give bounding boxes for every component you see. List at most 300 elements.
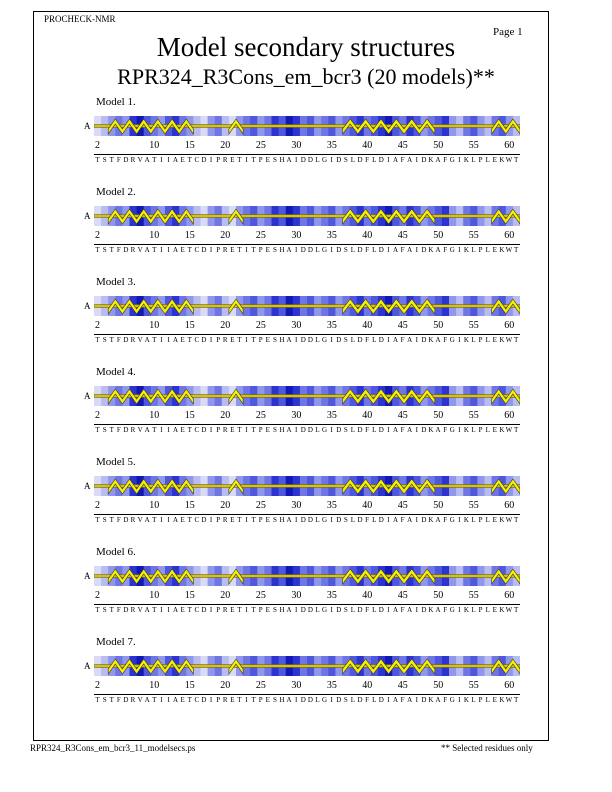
residue-letter: G	[449, 426, 455, 434]
residue-tick-label: 60	[504, 230, 515, 241]
residue-letter: V	[137, 516, 143, 524]
secondary-structure-strip	[94, 116, 520, 136]
residue-tick-label: 2	[95, 410, 100, 421]
residue-letter: T	[187, 696, 192, 704]
residue-letter: S	[272, 516, 277, 524]
residue-letter: I	[415, 156, 418, 164]
residue-letter: A	[286, 336, 292, 344]
residue-letter: I	[160, 156, 163, 164]
residue-letter: A	[286, 516, 292, 524]
secondary-structure-strip	[94, 386, 520, 406]
residue-letter: G	[322, 156, 328, 164]
residue-tick-label: 15	[184, 230, 195, 241]
residue-letter: E	[492, 156, 497, 164]
residue-letter: T	[152, 426, 157, 434]
residue-letter: T	[513, 156, 519, 164]
residue-letter: K	[499, 696, 505, 704]
residue-tick-label: 50	[433, 500, 444, 511]
residue-tick-label: 35	[326, 140, 337, 151]
residue-letter: S	[343, 246, 348, 254]
residue-letter: L	[485, 696, 490, 704]
residue-letter: F	[400, 246, 405, 254]
residue-letter: T	[237, 696, 242, 704]
residue-letter: I	[330, 426, 333, 434]
residue-letter: D	[201, 516, 207, 524]
sequence-row	[94, 246, 520, 254]
residue-letter: T	[152, 696, 157, 704]
residue-letter: K	[428, 336, 434, 344]
residue-letter: T	[95, 516, 100, 524]
residue-letter: D	[378, 246, 384, 254]
residue-letter: L	[471, 696, 476, 704]
chain-id: A	[84, 301, 91, 311]
residue-letter: S	[343, 606, 348, 614]
residue-letter: D	[357, 336, 363, 344]
residue-letter: D	[201, 246, 207, 254]
residue-letter: D	[357, 696, 363, 704]
residue-tick-label: 10	[149, 140, 160, 151]
residue-letter: I	[330, 336, 333, 344]
residue-letter: D	[357, 246, 363, 254]
residue-letter: I	[167, 336, 170, 344]
coil-line	[94, 665, 520, 668]
residue-letter: T	[513, 516, 519, 524]
residue-tick-label: 35	[326, 590, 337, 601]
sequence-row	[94, 156, 520, 164]
residue-letter: F	[365, 516, 370, 524]
residue-letter: I	[458, 606, 461, 614]
residue-tick-label: 20	[220, 590, 231, 601]
residue-letter: P	[258, 606, 263, 614]
residue-letter: T	[109, 696, 114, 704]
residue-letter: F	[400, 516, 405, 524]
residue-letter: I	[209, 516, 213, 524]
residue-letter: I	[295, 606, 298, 614]
residue-tick-label: 40	[362, 230, 373, 241]
residue-letter: V	[137, 336, 143, 344]
residue-letter: T	[251, 426, 256, 434]
residue-letter: R	[222, 516, 228, 524]
residue-tick-label: 60	[504, 320, 515, 331]
residue-letter: D	[307, 426, 313, 434]
residue-letter: V	[137, 156, 143, 164]
residue-tick-label: 25	[255, 680, 266, 691]
residue-letter: S	[272, 336, 277, 344]
residue-tick-label: 25	[255, 410, 266, 421]
residue-letter: W	[505, 516, 513, 524]
residue-letter: I	[330, 516, 333, 524]
residue-tick-label: 2	[95, 140, 100, 151]
model-block	[0, 366, 612, 456]
residue-letter: P	[258, 336, 263, 344]
residue-letter: I	[458, 516, 461, 524]
residue-letter: D	[300, 516, 306, 524]
residue-tick-label: 15	[184, 320, 195, 331]
residue-letter: L	[350, 336, 356, 344]
residue-letter: T	[513, 606, 519, 614]
residue-letter: F	[116, 246, 121, 254]
residue-letter: S	[102, 246, 107, 254]
residue-letter: K	[463, 516, 469, 524]
residue-letter: E	[180, 246, 185, 254]
residue-letter: I	[167, 516, 170, 524]
residue-letter: E	[265, 696, 270, 704]
residue-letter: L	[471, 246, 476, 254]
residue-letter: G	[322, 606, 328, 614]
residue-letter: G	[449, 606, 455, 614]
residue-letter: K	[499, 246, 505, 254]
residue-letter: A	[435, 246, 441, 254]
residue-letter: T	[109, 606, 114, 614]
residue-tick-label: 15	[184, 500, 195, 511]
residue-letter: D	[378, 336, 384, 344]
residue-letter: E	[230, 516, 235, 524]
residue-tick-label: 20	[220, 230, 231, 241]
residue-letter: I	[387, 426, 390, 434]
coil-line	[94, 125, 520, 128]
residue-letter: P	[258, 246, 263, 254]
sequence-rule	[94, 604, 520, 605]
residue-tick-label: 50	[433, 320, 444, 331]
residue-letter: A	[435, 696, 441, 704]
residue-letter: G	[322, 336, 328, 344]
residue-letter: I	[245, 516, 248, 524]
residue-tick-label: 30	[291, 680, 302, 691]
residue-letter: K	[463, 336, 469, 344]
residue-letter: L	[485, 516, 490, 524]
residue-tick-label: 55	[468, 590, 479, 601]
residue-letter: I	[209, 696, 213, 704]
residue-letter: I	[387, 696, 390, 704]
residue-tick-label: 60	[504, 140, 515, 151]
residue-letter: L	[315, 696, 320, 704]
residue-letter: I	[245, 246, 248, 254]
residue-letter: K	[463, 696, 469, 704]
residue-tick-label: 20	[220, 500, 231, 511]
residue-tick-label: 25	[255, 500, 266, 511]
residue-letter: I	[209, 426, 213, 434]
residue-tick-label: 55	[468, 500, 479, 511]
residue-letter: A	[144, 426, 150, 434]
model-label: Model 3.	[96, 276, 136, 288]
residue-letter: I	[167, 246, 170, 254]
residue-letter: E	[492, 426, 497, 434]
residue-letter: L	[471, 156, 476, 164]
residue-tick-label: 50	[433, 410, 444, 421]
residue-letter: L	[471, 336, 476, 344]
model-label: Model 5.	[96, 456, 136, 468]
residue-letter: G	[322, 426, 328, 434]
residue-tick-label: 15	[184, 140, 195, 151]
residue-tick-label: 55	[468, 230, 479, 241]
residue-letter: T	[237, 426, 242, 434]
residue-letter: G	[449, 696, 455, 704]
residue-letter: T	[187, 516, 192, 524]
residue-letter: D	[201, 606, 207, 614]
residue-letter: P	[258, 516, 263, 524]
residue-letter: I	[458, 156, 461, 164]
model-block	[0, 276, 612, 366]
residue-letter: C	[194, 336, 200, 344]
residue-letter: D	[357, 156, 363, 164]
residue-letter: A	[286, 696, 292, 704]
residue-letter: T	[237, 336, 242, 344]
residue-letter: I	[160, 696, 163, 704]
residue-letter: H	[279, 246, 285, 254]
residue-letter: L	[485, 156, 490, 164]
sequence-rule	[94, 244, 520, 245]
residue-letter: A	[392, 426, 399, 434]
residue-letter: W	[505, 696, 513, 704]
residue-letter: T	[251, 606, 256, 614]
residue-letter: S	[272, 606, 277, 614]
secondary-structure-strip	[94, 296, 520, 316]
residue-tick-label: 45	[397, 500, 408, 511]
residue-letter: D	[307, 246, 313, 254]
residue-letter: T	[95, 606, 100, 614]
residue-letter: P	[478, 336, 483, 344]
residue-letter: T	[513, 246, 519, 254]
residue-letter: F	[400, 696, 405, 704]
residue-letter: P	[216, 246, 221, 254]
residue-tick-label: 2	[95, 590, 100, 601]
residue-tick-label: 35	[326, 230, 337, 241]
residue-letter: T	[187, 246, 192, 254]
residue-letter: F	[400, 606, 405, 614]
residue-letter: P	[478, 606, 483, 614]
residue-letter: S	[272, 426, 277, 434]
residue-tick-label: 30	[291, 410, 302, 421]
coil-line	[94, 305, 520, 308]
residue-letter: L	[315, 606, 320, 614]
residue-letter: K	[463, 606, 469, 614]
residue-letter: L	[485, 336, 490, 344]
residue-letter: F	[365, 696, 370, 704]
residue-letter: S	[343, 336, 348, 344]
residue-letter: D	[300, 246, 306, 254]
residue-letter: H	[279, 426, 285, 434]
residue-letter: F	[443, 156, 448, 164]
residue-letter: S	[272, 246, 277, 254]
residue-letter: K	[463, 426, 469, 434]
residue-letter: P	[216, 516, 221, 524]
residue-letter: I	[458, 696, 461, 704]
residue-letter: A	[144, 516, 150, 524]
residue-letter: I	[245, 606, 248, 614]
residue-tick-label: 35	[326, 320, 337, 331]
residue-letter: A	[173, 156, 179, 164]
residue-letter: R	[130, 696, 136, 704]
model-label: Model 7.	[96, 636, 136, 648]
residue-letter: G	[322, 246, 328, 254]
residue-tick-label: 25	[255, 230, 266, 241]
residue-letter: E	[492, 516, 497, 524]
residue-letter: F	[116, 336, 121, 344]
residue-tick-label: 15	[184, 680, 195, 691]
residue-letter: P	[216, 606, 221, 614]
residue-tick-label: 30	[291, 320, 302, 331]
residue-letter: G	[449, 246, 455, 254]
residue-letter: F	[116, 516, 121, 524]
residue-tick-label: 60	[504, 590, 515, 601]
residue-letter: K	[499, 426, 505, 434]
residue-letter: I	[387, 516, 390, 524]
residue-letter: D	[307, 336, 313, 344]
residue-letter: F	[443, 336, 448, 344]
residue-letter: G	[322, 516, 328, 524]
residue-letter: L	[315, 516, 320, 524]
residue-letter: W	[505, 246, 513, 254]
residue-letter: L	[372, 246, 377, 254]
residue-letter: T	[95, 156, 100, 164]
residue-letter: D	[336, 516, 342, 524]
model-label: Model 2.	[96, 186, 136, 198]
residue-letter: D	[336, 246, 342, 254]
residue-letter: S	[102, 516, 107, 524]
model-block	[0, 636, 612, 726]
residue-letter: L	[350, 696, 356, 704]
residue-letter: D	[123, 696, 129, 704]
residue-letter: I	[245, 696, 248, 704]
residue-letter: T	[152, 516, 157, 524]
residue-letter: E	[265, 426, 270, 434]
residue-letter: D	[336, 606, 342, 614]
residue-letter: L	[315, 426, 320, 434]
program-name: PROCHECK-NMR	[44, 14, 116, 24]
residue-letter: I	[415, 516, 418, 524]
residue-letter: T	[237, 246, 242, 254]
residue-letter: I	[295, 696, 298, 704]
residue-letter: E	[492, 246, 497, 254]
residue-letter: D	[300, 336, 306, 344]
residue-letter: D	[123, 246, 129, 254]
residue-tick-label: 55	[468, 410, 479, 421]
residue-letter: S	[272, 696, 277, 704]
residue-letter: A	[407, 156, 413, 164]
residue-letter: K	[428, 156, 434, 164]
residue-letter: K	[428, 426, 434, 434]
residue-letter: W	[505, 426, 513, 434]
residue-letter: F	[400, 426, 405, 434]
residue-tick-label: 40	[362, 140, 373, 151]
residue-letter: D	[378, 606, 384, 614]
chain-id: A	[84, 211, 91, 221]
residue-letter: D	[201, 426, 207, 434]
residue-letter: H	[279, 516, 285, 524]
residue-letter: P	[216, 696, 221, 704]
residue-letter: G	[322, 696, 328, 704]
residue-letter: T	[251, 516, 256, 524]
residue-letter: T	[152, 156, 157, 164]
residue-letter: D	[421, 336, 427, 344]
residue-letter: K	[428, 606, 434, 614]
residue-letter: E	[230, 426, 235, 434]
residue-letter: K	[428, 246, 434, 254]
residue-letter: P	[258, 696, 263, 704]
residue-letter: C	[194, 606, 200, 614]
residue-letter: T	[95, 246, 100, 254]
residue-letter: D	[336, 426, 342, 434]
residue-letter: T	[109, 156, 114, 164]
residue-letter: I	[167, 426, 170, 434]
residue-letter: P	[478, 426, 483, 434]
residue-letter: A	[435, 516, 441, 524]
secondary-structure-strip	[94, 566, 520, 586]
residue-letter: R	[130, 516, 136, 524]
residue-letter: F	[443, 606, 448, 614]
residue-letter: R	[130, 246, 136, 254]
residue-tick-label: 2	[95, 320, 100, 331]
residue-letter: I	[415, 336, 418, 344]
residue-tick-label: 50	[433, 680, 444, 691]
residue-letter: D	[378, 516, 384, 524]
residue-letter: I	[245, 336, 248, 344]
page-number: Page 1	[493, 26, 523, 38]
residue-letter: L	[485, 426, 490, 434]
residue-letter: D	[123, 606, 129, 614]
residue-tick-label: 20	[220, 320, 231, 331]
residue-letter: L	[315, 156, 320, 164]
residue-letter: T	[251, 336, 256, 344]
residue-letter: R	[222, 426, 228, 434]
residue-letter: T	[152, 246, 157, 254]
residue-letter: I	[295, 426, 298, 434]
residue-letter: A	[144, 156, 150, 164]
residue-letter: T	[251, 156, 256, 164]
residue-tick-label: 50	[433, 230, 444, 241]
residue-letter: D	[300, 156, 306, 164]
residue-letter: R	[130, 426, 136, 434]
residue-tick-label: 10	[149, 680, 160, 691]
residue-letter: A	[392, 696, 399, 704]
residue-letter: D	[307, 696, 313, 704]
sequence-rule	[94, 514, 520, 515]
sequence-row	[94, 426, 520, 434]
residue-letter: R	[222, 246, 228, 254]
residue-tick-label: 30	[291, 500, 302, 511]
residue-letter: E	[180, 426, 185, 434]
residue-letter: I	[209, 606, 213, 614]
residue-letter: I	[415, 606, 418, 614]
residue-letter: F	[365, 246, 370, 254]
residue-tick-label: 10	[149, 320, 160, 331]
residue-letter: T	[187, 426, 192, 434]
residue-tick-label: 20	[220, 140, 231, 151]
residue-letter: A	[144, 336, 150, 344]
residue-letter: R	[222, 696, 228, 704]
residue-letter: A	[392, 156, 399, 164]
residue-letter: D	[300, 696, 306, 704]
chain-id: A	[84, 121, 91, 131]
residue-letter: S	[343, 426, 348, 434]
residue-letter: D	[421, 246, 427, 254]
sequence-row	[94, 606, 520, 614]
residue-tick-label: 2	[95, 230, 100, 241]
residue-letter: A	[144, 606, 150, 614]
residue-letter: A	[407, 336, 413, 344]
residue-letter: I	[160, 336, 163, 344]
residue-letter: I	[160, 246, 163, 254]
sequence-row	[94, 696, 520, 704]
residue-letter: I	[415, 246, 418, 254]
residue-letter: T	[513, 696, 519, 704]
residue-letter: E	[492, 606, 497, 614]
residue-letter: D	[123, 426, 129, 434]
residue-letter: A	[407, 606, 413, 614]
residue-letter: T	[109, 336, 114, 344]
page-title: Model secondary structures	[156, 32, 456, 62]
residue-tick-label: 60	[504, 680, 515, 691]
